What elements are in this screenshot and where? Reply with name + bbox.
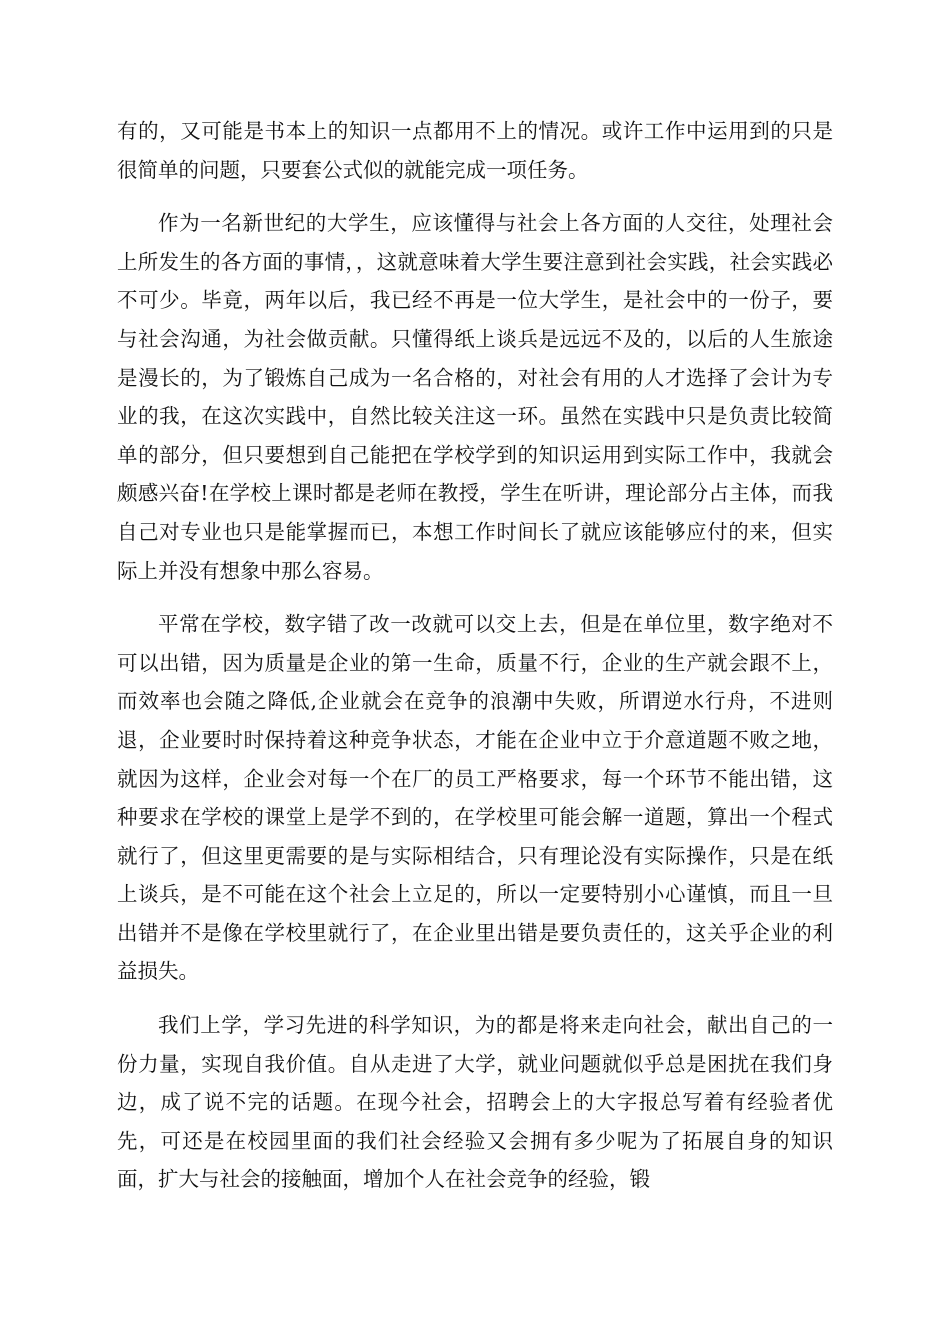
paragraph-2: 作为一名新世纪的大学生，应该懂得与社会上各方面的人交往，处理社会上所发生的各方面的事情，，这就意味着大学生要注意到社会实践，社会实践必不可少。毕竟，两年以后，我已经不再是一位大学生，是社会中的一份子，要与社会沟通，为社会做贡献。只懂得纸上谈兵是远远不及的，以后的人生旅途是漫长的，为了锻炼自己成为一名合格的，对社会有用的人才选择了会计为专业的我，在这次实践中，自然比较关注这一环。虽然在实践中只是负责比较简单的部分，但只要想到自己能把在学校学到的知识运用到实际工作中，我就会颇感兴奋!在学校上课时都是老师在教授，学生在听讲，理论部分占主体，而我自己对专业也只是能掌握而已，本想工作时间长了就应该能够应付的来，但实际上并没有想象中那么容易。: [117, 211, 833, 583]
paragraph-3: 平常在学校，数字错了改一改就可以交上去，但是在单位里，数字绝对不可以出错，因为质量是企业的第一生命，质量不行，企业的生产就会跟不上，而效率也会随之降低,企业就会在竞争的浪潮中失败，所谓逆水行舟，不进则退，企业要时时保持着这种竞争状态，才能在企业中立于介意道题不败之地，就因为这样，企业会对每一个在厂的员工严格要求，每一个环节不能出错，这种要求在学校的课堂上是学不到的，在学校里可能会解一道题，算出一个程式就行了，但这里更需要的是与实际相结合，只有理论没有实际操作，只是在纸上谈兵，是不可能在这个社会上立足的，所以一定要特别小心谨慎，而且一旦出错并不是像在学校里就行了，在企业里出错是要负责任的，这关乎企业的利益损失。: [117, 612, 833, 984]
paragraph-4: 我们上学，学习先进的科学知识，为的都是将来走向社会，献出自己的一份力量，实现自我价值。自从走进了大学，就业问题就似乎总是困扰在我们身边，成了说不完的话题。在现今社会，招聘会上的大字报总写着有经验者优先，可还是在校园里面的我们社会经验又会拥有多少呢为了拓展自身的知识面，扩大与社会的接触面，增加个人在社会竞争的经验，锻: [117, 1013, 833, 1192]
paragraph-1: 有的，又可能是书本上的知识一点都用不上的情况。或许工作中运用到的只是很简单的问题，只要套公式似的就能完成一项任务。: [117, 119, 833, 182]
document-page: [117, 112, 833, 1214]
